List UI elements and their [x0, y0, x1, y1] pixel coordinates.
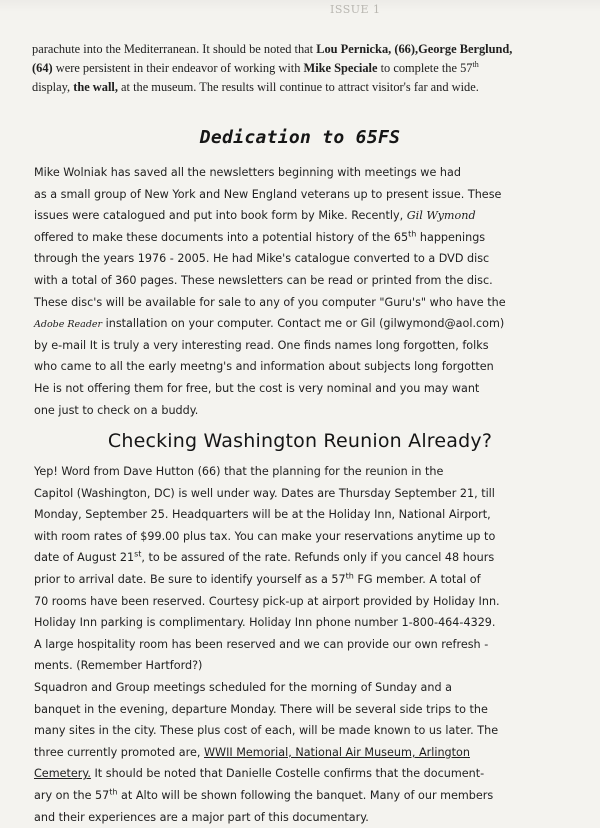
line-text: issues were catalogued and put into book form by Mike. Recently, [34, 209, 407, 222]
text-line [34, 184, 572, 206]
line-text: Yep! Word from Dave Hutton (66) that the planning for the reunion in the [34, 465, 443, 478]
superscript: th [472, 60, 478, 69]
line-text: These disc's will be available for sale to any of you computer "Guru's" who have the [34, 296, 506, 309]
line-text: many sites in the city. These plus cost of each, will be made known to us later. The [34, 724, 498, 737]
intro-text: at the museum. The results will continue to attract visitor's far and wide. [118, 80, 479, 94]
intro-text: display, [32, 80, 73, 94]
text-line [34, 378, 572, 400]
line-text: Mike Wolniak has saved all the newsletters beginning with meetings we had [34, 166, 461, 179]
text-line [34, 742, 572, 764]
line-text: one just to check on a buddy. [34, 404, 198, 417]
line-text: He is not offering them for free, but the cost is very nominal and you may want [34, 382, 479, 395]
superscript: th [408, 229, 416, 238]
intro-text: parachute into the Mediterranean. It should be noted that [32, 42, 316, 56]
superscript: st [134, 550, 141, 559]
text-line [34, 526, 572, 548]
dedication-body [34, 162, 572, 421]
superscript: th [109, 787, 117, 796]
text-line [34, 763, 572, 785]
text-line [34, 785, 572, 807]
text-line [34, 205, 572, 227]
text-line [34, 677, 572, 699]
text-line [34, 313, 572, 335]
line-text: offered to make these documents into a potential history of the 65 [34, 231, 408, 244]
text-line [34, 248, 572, 270]
line-text: ary on the 57 [34, 789, 109, 802]
line-text: at Alto will be shown following the banquet. Many of our members [118, 789, 494, 802]
line-text: prior to arrival date. Be sure to identify yourself as a 57 [34, 573, 346, 586]
line-text: , to be assured of the rate. Refunds only if you cancel 48 hours [141, 551, 494, 564]
line-text: ments. (Remember Hartford?) [34, 659, 202, 672]
text-line [34, 461, 572, 483]
intro-name-bold: Mike Speciale [304, 61, 378, 75]
line-text: with a total of 360 pages. These newsletters can be read or printed from the disc. [34, 274, 493, 287]
text-line [34, 720, 572, 742]
intro-names-bold: Lou Pernicka, (66),George Berglund, [316, 42, 512, 56]
underlined-text: Cemetery. [34, 767, 91, 780]
intro-text: were persistent in their endeavor of working with [53, 61, 304, 75]
text-line [34, 655, 572, 677]
text-line [34, 612, 572, 634]
intro-wall-bold: the wall, [73, 80, 118, 94]
text-line [34, 634, 572, 656]
text-line [34, 699, 572, 721]
person-name: Gil Wymond [407, 209, 476, 222]
section-title-reunion: Checking Washington Reunion Already? [0, 430, 600, 452]
line-text: as a small group of New York and New England veterans up to present issue. These [34, 188, 501, 201]
text-line [34, 335, 572, 357]
text-line [34, 356, 572, 378]
line-text: happenings [416, 231, 485, 244]
line-text: FG member. A total of [354, 573, 481, 586]
line-text: date of August 21 [34, 551, 134, 564]
line-text: banquet in the evening, departure Monday. There will be several side trips to the [34, 703, 488, 716]
line-text: with room rates of $99.00 plus tax. You can make your reservations anytime up to [34, 530, 495, 543]
software-name: Adobe Reader [34, 319, 102, 330]
intro-text: to complete the 57 [378, 61, 473, 75]
text-line [34, 483, 572, 505]
section-title-dedication: Dedication to 65FS [0, 127, 600, 148]
bleed-through-header: ISSUE 1 [330, 3, 560, 16]
line-text: Monday, September 25. Headquarters will be at the Holiday Inn, National Airport, [34, 508, 491, 521]
line-text: through the years 1976 - 2005. He had Mike's catalogue converted to a DVD disc [34, 252, 489, 265]
line-text: Holiday Inn parking is complimentary. Holiday Inn phone number 1-800-464-4329. [34, 616, 495, 629]
line-text: 70 rooms have been reserved. Courtesy pick-up at airport provided by Holiday Inn. [34, 595, 500, 608]
line-text: It should be noted that Danielle Costelle confirms that the document- [91, 767, 484, 780]
intro-year-bold: (64) [32, 61, 53, 75]
line-text: Squadron and Group meetings scheduled for the morning of Sunday and a [34, 681, 452, 694]
superscript: th [346, 571, 354, 580]
text-line [34, 227, 572, 249]
text-line [34, 547, 572, 569]
text-line [34, 162, 572, 184]
text-line [34, 270, 572, 292]
text-line [34, 591, 572, 613]
text-line [34, 569, 572, 591]
line-text: and their experiences are a major part of this documentary. [34, 811, 369, 824]
underlined-text: WWII Memorial, National Air Museum, Arlington [204, 746, 470, 759]
line-text: installation on your computer. Contact me or Gil (gilwymond@aol.com) [102, 317, 504, 330]
line-text: by e-mail It is truly a very interesting read. One finds names long forgotten, folks [34, 339, 489, 352]
text-line [34, 292, 572, 314]
intro-paragraph [32, 40, 572, 97]
line-text: three currently promoted are, [34, 746, 204, 759]
text-line [34, 504, 572, 526]
text-line [34, 400, 572, 422]
line-text: A large hospitality room has been reserved and we can provide our own refresh - [34, 638, 488, 651]
reunion-body [34, 461, 572, 828]
line-text: Capitol (Washington, DC) is well under way. Dates are Thursday September 21, till [34, 487, 495, 500]
line-text: who came to all the early meetng's and information about subjects long forgotten [34, 360, 494, 373]
